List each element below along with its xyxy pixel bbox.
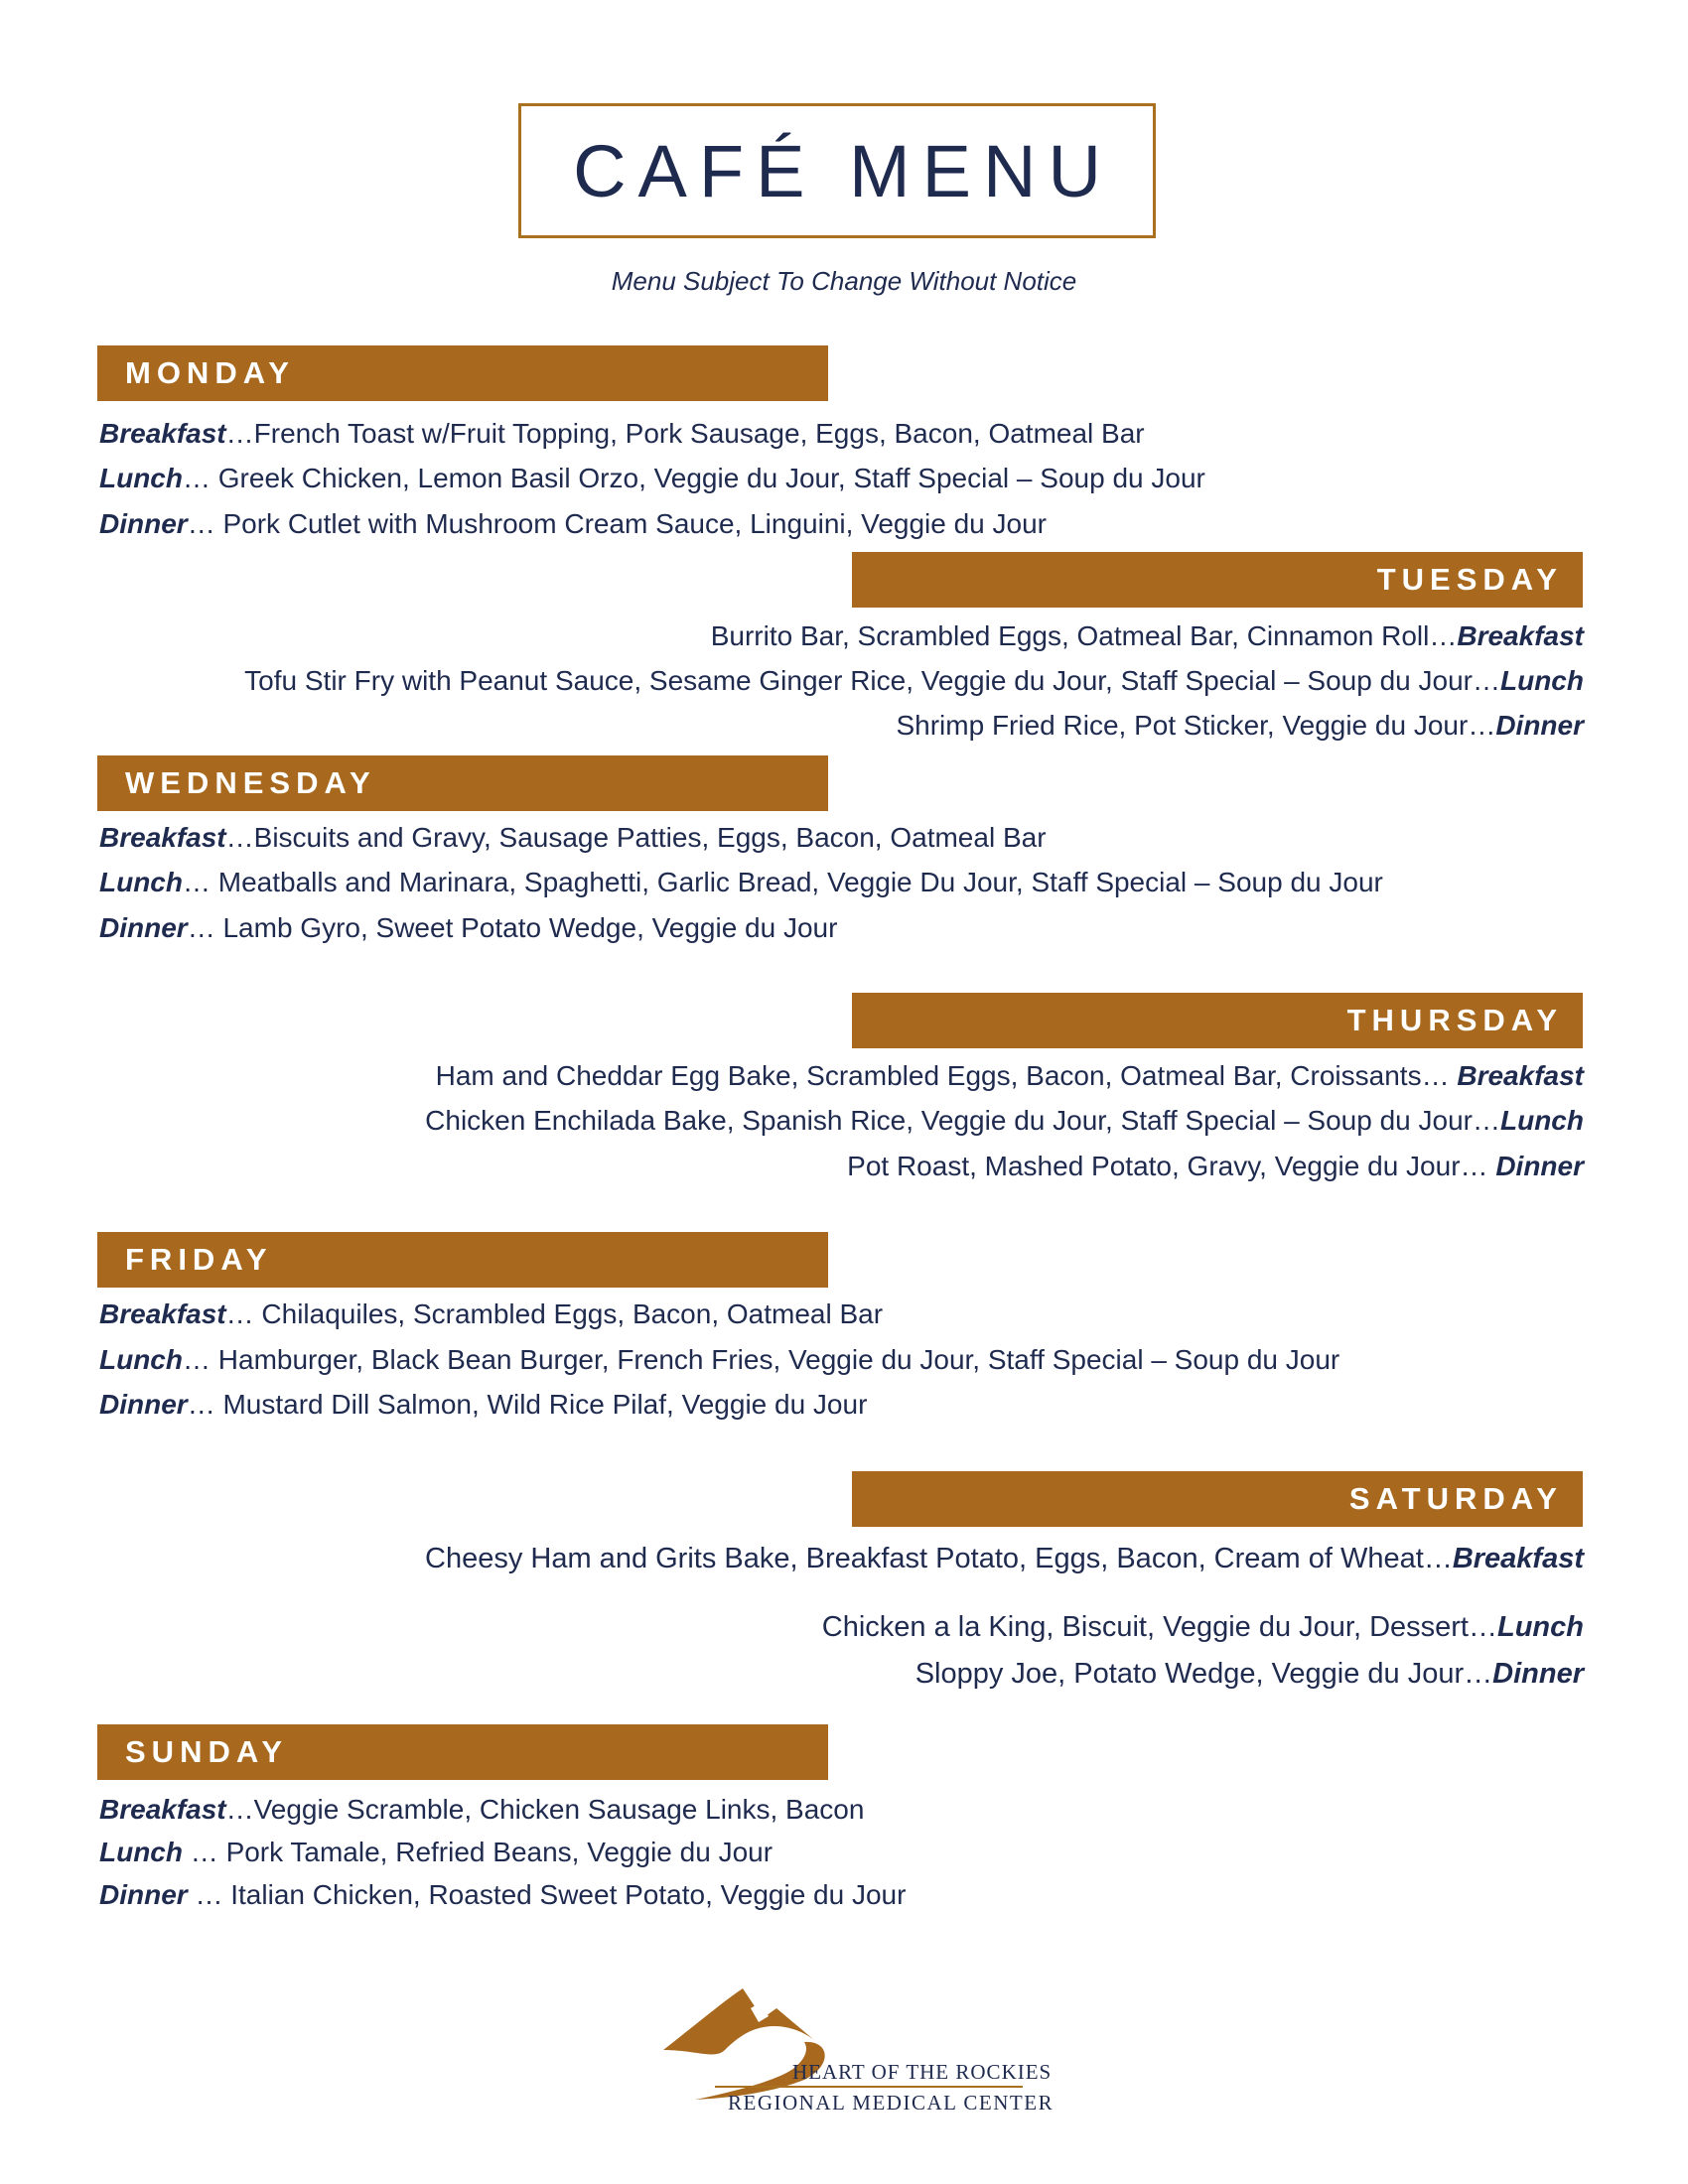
meal-label: Lunch [1497, 1611, 1584, 1643]
meal-separator: … [183, 1837, 226, 1867]
meal-separator: … [1429, 620, 1458, 651]
meal-separator: … [225, 1298, 262, 1329]
logo-divider [715, 2086, 1023, 2088]
thursday-dinner [847, 1150, 1584, 1183]
friday-breakfast [99, 1297, 883, 1331]
meal-label: Lunch [1500, 665, 1584, 696]
saturday-dinner [915, 1657, 1584, 1691]
meal-label: Lunch [1500, 1105, 1584, 1136]
meal-items: Ham and Cheddar Egg Bake, Scrambled Eggs, Bacon, Oatmeal Bar, Croissants [435, 1060, 1422, 1091]
meal-separator: … [1423, 1543, 1453, 1574]
meal-items: Pot Roast, Mashed Potato, Gravy, Veggie du Jour [847, 1151, 1461, 1181]
meal-items: Mustard Dill Salmon, Wild Rice Pilaf, Veggie du Jour [222, 1389, 868, 1420]
tuesday-lunch [244, 664, 1584, 698]
meal-label: Dinner [99, 1879, 188, 1910]
meal-items: Shrimp Fried Rice, Pot Sticker, Veggie du Jour [896, 710, 1469, 741]
meal-label: Dinner [1495, 710, 1584, 741]
sunday-lunch [99, 1836, 773, 1869]
page-title: CAFÉ MENU [573, 129, 1113, 212]
tuesday-breakfast [711, 619, 1584, 653]
meal-items: Sloppy Joe, Potato Wedge, Veggie du Jour [914, 1658, 1465, 1690]
meal-label: Breakfast [99, 822, 226, 853]
day-header-saturday: SATURDAY [852, 1471, 1583, 1527]
meal-label: Breakfast [1457, 1060, 1584, 1091]
day-header-wednesday: WEDNESDAY [97, 755, 828, 811]
meal-separator: … [183, 1344, 218, 1375]
meal-separator: … [187, 1389, 223, 1420]
meal-separator: … [1473, 665, 1500, 696]
menu-disclaimer: Menu Subject To Change Without Notice [611, 266, 1077, 296]
meal-label: Breakfast [99, 418, 226, 449]
sunday-dinner [99, 1878, 906, 1912]
day-header-friday: FRIDAY [97, 1232, 828, 1288]
meal-items: Chicken a la King, Biscuit, Veggie du Jour, Dessert [821, 1611, 1469, 1643]
wednesday-lunch [99, 866, 1383, 899]
sunday-breakfast [99, 1793, 864, 1827]
meal-items: Greek Chicken, Lemon Basil Orzo, Veggie du Jour, Staff Special – Soup du Jour [217, 463, 1205, 493]
monday-dinner [99, 507, 1047, 541]
meal-items: French Toast w/Fruit Topping, Pork Sausage, Eggs, Bacon, Oatmeal Bar [253, 418, 1145, 449]
day-header-thursday: THURSDAY [852, 993, 1583, 1048]
meal-label: Breakfast [1452, 1543, 1584, 1574]
meal-label: Lunch [99, 1837, 183, 1867]
day-header-monday: MONDAY [97, 345, 828, 401]
monday-breakfast [99, 417, 1145, 451]
day-header-sunday: SUNDAY [97, 1724, 828, 1780]
meal-items: Pork Cutlet with Mushroom Cream Sauce, Linguini, Veggie du Jour [222, 508, 1047, 539]
meal-label: Breakfast [99, 1794, 226, 1825]
meal-items: Pork Tamale, Refried Beans, Veggie du Jour [225, 1837, 774, 1867]
saturday-breakfast [425, 1542, 1584, 1575]
meal-separator: … [225, 822, 254, 853]
meal-separator: … [225, 418, 254, 449]
meal-items: Hamburger, Black Bean Burger, French Fries, Veggie du Jour, Staff Special – Soup du Jour [217, 1344, 1340, 1375]
meal-label: Lunch [99, 463, 183, 493]
title-box [518, 103, 1156, 238]
meal-separator: … [1468, 710, 1496, 741]
meal-separator: … [183, 867, 218, 897]
meal-label: Lunch [99, 1344, 183, 1375]
meal-label: Breakfast [99, 1298, 226, 1329]
meal-label: Dinner [1495, 1151, 1584, 1181]
meal-separator: … [187, 508, 223, 539]
logo-text-line2: REGIONAL MEDICAL CENTER [728, 2091, 1055, 2115]
tuesday-dinner [896, 709, 1584, 743]
friday-dinner [99, 1388, 867, 1422]
meal-separator: … [1460, 1151, 1496, 1181]
meal-separator: … [1469, 1611, 1497, 1643]
meal-separator: … [1421, 1060, 1458, 1091]
meal-label: Breakfast [1457, 620, 1584, 651]
meal-separator: … [1473, 1105, 1500, 1136]
monday-lunch [99, 462, 1205, 495]
meal-label: Dinner [99, 912, 188, 943]
logo-text-line1: HEART OF THE ROCKIES [792, 2060, 1053, 2084]
day-header-tuesday: TUESDAY [852, 552, 1583, 608]
meal-items: Chicken Enchilada Bake, Spanish Rice, Veggie du Jour, Staff Special – Soup du Jour [425, 1105, 1473, 1136]
meal-separator: … [225, 1794, 254, 1825]
meal-separator: … [187, 912, 223, 943]
meal-separator: … [183, 463, 218, 493]
meal-items: Tofu Stir Fry with Peanut Sauce, Sesame Ginger Rice, Veggie du Jour, Staff Special – Soup du Jour [244, 665, 1473, 696]
meal-items: Cheesy Ham and Grits Bake, Breakfast Potato, Eggs, Bacon, Cream of Wheat [425, 1543, 1424, 1574]
meal-items: Veggie Scramble, Chicken Sausage Links, Bacon [253, 1794, 865, 1825]
meal-items: Lamb Gyro, Sweet Potato Wedge, Veggie du Jour [222, 912, 838, 943]
meal-separator: … [187, 1879, 231, 1910]
wednesday-dinner [99, 911, 837, 945]
meal-separator: … [1464, 1658, 1493, 1690]
meal-items: Burrito Bar, Scrambled Eggs, Oatmeal Bar, Cinnamon Roll [710, 620, 1430, 651]
meal-items: Chilaquiles, Scrambled Eggs, Bacon, Oatmeal Bar [261, 1298, 884, 1329]
wednesday-breakfast [99, 821, 1047, 855]
thursday-lunch [425, 1104, 1584, 1138]
meal-items: Meatballs and Marinara, Spaghetti, Garlic Bread, Veggie Du Jour, Staff Special – Soup du Jour [217, 867, 1383, 897]
meal-items: Italian Chicken, Roasted Sweet Potato, Veggie du Jour [230, 1879, 907, 1910]
meal-label: Lunch [99, 867, 183, 897]
thursday-breakfast [436, 1059, 1584, 1093]
meal-items: Biscuits and Gravy, Sausage Patties, Eggs, Bacon, Oatmeal Bar [253, 822, 1047, 853]
meal-label: Dinner [99, 1389, 188, 1420]
meal-label: Dinner [99, 508, 188, 539]
meal-label: Dinner [1492, 1658, 1584, 1690]
saturday-lunch [822, 1610, 1584, 1644]
friday-lunch [99, 1343, 1339, 1377]
